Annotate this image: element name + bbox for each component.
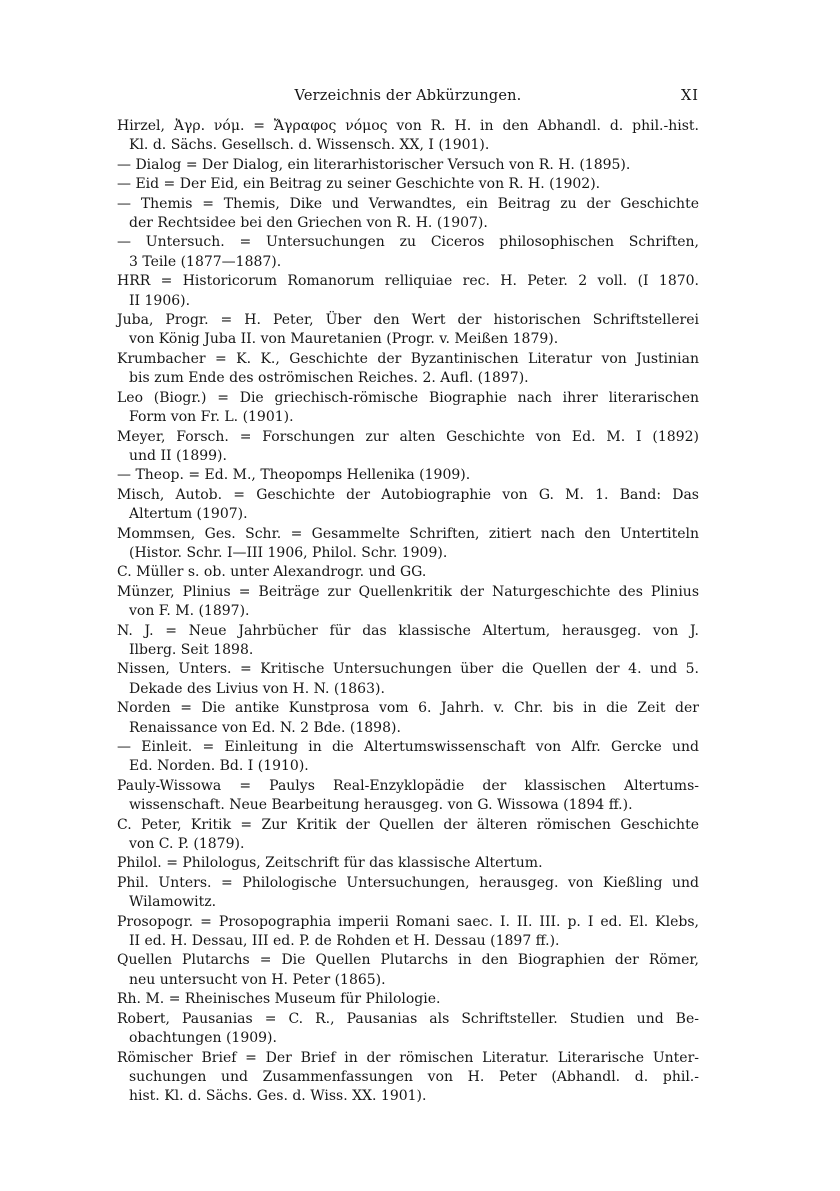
entry-line: Form von Fr. L. (1901). — [129, 409, 294, 426]
entry-line: Rh. M. = Rheinisches Museum für Philologie. — [117, 991, 441, 1008]
entry-line: II 1906). — [129, 292, 191, 309]
entry-line: Ed. Norden. Bd. I (1910). — [129, 758, 309, 775]
abbreviation-entry — [117, 874, 699, 913]
abbreviation-entry — [117, 699, 699, 738]
page-number: XI — [680, 88, 699, 104]
abbreviation-entry — [117, 951, 699, 990]
entry-line: HRR = Historicorum Romanorum relliquiae rec. H. Peter. 2 voll. (I 1870. — [117, 273, 699, 290]
entry-line: und II (1899). — [129, 447, 227, 464]
page-header-title: Verzeichnis der Abkürzungen. — [294, 88, 522, 104]
entry-line: von C. P. (1879). — [129, 836, 245, 853]
abbreviation-entry — [117, 660, 699, 699]
entry-line: Prosopogr. = Prosopographia imperii Romani saec. I. II. III. p. I ed. El. Klebs, — [117, 913, 699, 930]
running-head — [117, 84, 699, 110]
abbreviation-list — [117, 117, 699, 1107]
entry-line: Hirzel, Ἀγρ. νόμ. = Ἄγραφος νόμος von R. H. in den Abhandl. d. phil.-hist. — [117, 118, 699, 134]
entry-line: (Histor. Schr. I—III 1906, Philol. Schr. 1909). — [129, 544, 448, 561]
entry-line: — Untersuch. = Untersuchungen zu Ciceros philosophischen Schriften, — [117, 234, 699, 251]
entry-line: Pauly-Wissowa = Paulys Real-Enzyklopädie der klassischen Altertums- — [117, 777, 699, 794]
abbreviation-entry — [117, 233, 699, 272]
entry-line: — Dialog = Der Dialog, ein literarhistorischer Versuch von R. H. (1895). — [117, 156, 631, 173]
abbreviation-entry — [117, 1010, 699, 1049]
abbreviation-entry — [117, 816, 699, 855]
abbreviation-entry — [117, 854, 699, 873]
entry-line: — Themis = Themis, Dike und Verwandtes, ein Beitrag zu der Geschichte — [117, 195, 699, 212]
entry-line: wissenschaft. Neue Bearbeitung herausgeg. von G. Wissowa (1894 ff.). — [129, 797, 633, 814]
abbreviation-entry — [117, 175, 699, 194]
entry-line: Robert, Pausanias = C. R., Pausanias als Schriftsteller. Studien und Be- — [117, 1010, 699, 1027]
entry-line: — Theop. = Ed. M., Theopomps Hellenika (1909). — [117, 467, 471, 484]
entry-line: Dekade des Livius von H. N. (1863). — [129, 680, 385, 697]
abbreviation-entry — [117, 389, 699, 428]
entry-line: Meyer, Forsch. = Forschungen zur alten Geschichte von Ed. M. I (1892) — [117, 428, 699, 445]
page — [117, 84, 699, 1107]
abbreviation-entry — [117, 428, 699, 467]
entry-line: Kl. d. Sächs. Gesellsch. d. Wissensch. XX, I (1901). — [129, 137, 490, 154]
abbreviation-entry — [117, 583, 699, 622]
entry-line: Juba, Progr. = H. Peter, Über den Wert der historischen Schriftstellerei — [117, 312, 699, 329]
abbreviation-entry — [117, 311, 699, 350]
entry-line: hist. Kl. d. Sächs. Ges. d. Wiss. XX. 1901). — [129, 1088, 427, 1105]
entry-line: — Eid = Der Eid, ein Beitrag zu seiner Geschichte von R. H. (1902). — [117, 176, 601, 193]
abbreviation-entry — [117, 563, 699, 582]
entry-line: Nissen, Unters. = Kritische Untersuchungen über die Quellen der 4. und 5. — [117, 661, 699, 678]
entry-line: Ilberg. Seit 1898. — [129, 641, 254, 658]
abbreviation-entry — [117, 622, 699, 661]
entry-line: Quellen Plutarchs = Die Quellen Plutarchs in den Biographien der Römer, — [117, 952, 699, 969]
entry-line: Phil. Unters. = Philologische Untersuchungen, herausgeg. von Kießling und — [117, 874, 699, 891]
abbreviation-entry — [117, 1049, 699, 1107]
abbreviation-entry — [117, 738, 699, 777]
entry-line: Misch, Autob. = Geschichte der Autobiographie von G. M. 1. Band: Das — [117, 486, 699, 503]
entry-line: von König Juba II. von Mauretanien (Progr. v. Meißen 1879). — [129, 331, 559, 348]
entry-line: Norden = Die antike Kunstprosa vom 6. Jahrh. v. Chr. bis in die Zeit der — [117, 700, 699, 717]
entry-line: obachtungen (1909). — [129, 1030, 277, 1047]
entry-line: Münzer, Plinius = Beiträge zur Quellenkritik der Naturgeschichte des Plinius — [117, 583, 699, 600]
entry-line: C. Müller s. ob. unter Alexandrogr. und GG. — [117, 564, 427, 581]
abbreviation-entry — [117, 156, 699, 175]
entry-line: Renaissance von Ed. N. 2 Bde. (1898). — [129, 719, 401, 736]
abbreviation-entry — [117, 117, 699, 156]
entry-line: suchungen und Zusammenfassungen von H. Peter (Abhandl. d. phil.- — [129, 1068, 699, 1085]
abbreviation-entry — [117, 272, 699, 311]
abbreviation-entry — [117, 777, 699, 816]
entry-line: von F. M. (1897). — [129, 603, 250, 620]
entry-line: bis zum Ende des oströmischen Reiches. 2. Aufl. (1897). — [129, 370, 529, 387]
entry-line: der Rechtsidee bei den Griechen von R. H. (1907). — [129, 215, 488, 232]
abbreviation-entry — [117, 525, 699, 564]
entry-line: Altertum (1907). — [129, 506, 248, 523]
entry-line: Leo (Biogr.) = Die griechisch-römische Biographie nach ihrer literarischen — [117, 389, 699, 406]
entry-line: 3 Teile (1877—1887). — [129, 253, 282, 270]
abbreviation-entry — [117, 486, 699, 525]
entry-line: Krumbacher = K. K., Geschichte der Byzantinischen Literatur von Justinian — [117, 350, 699, 367]
entry-line: Wilamowitz. — [129, 894, 217, 911]
abbreviation-entry — [117, 913, 699, 952]
entry-line: N. J. = Neue Jahrbücher für das klassische Altertum, herausgeg. von J. — [117, 622, 699, 639]
entry-line: Römischer Brief = Der Brief in der römischen Literatur. Literarische Unter- — [117, 1049, 699, 1066]
abbreviation-entry — [117, 466, 699, 485]
abbreviation-entry — [117, 195, 699, 234]
entry-line: II ed. H. Dessau, III ed. P. de Rohden et H. Dessau (1897 ff.). — [129, 933, 560, 950]
entry-line: Philol. = Philologus, Zeitschrift für das klassische Altertum. — [117, 855, 543, 872]
entry-line: neu untersucht von H. Peter (1865). — [129, 971, 386, 988]
abbreviation-entry — [117, 350, 699, 389]
abbreviation-entry — [117, 990, 699, 1009]
entry-line: — Einleit. = Einleitung in die Altertumswissenschaft von Alfr. Gercke und — [117, 739, 699, 755]
entry-line: Mommsen, Ges. Schr. = Gesammelte Schriften, zitiert nach den Untertiteln — [117, 525, 699, 542]
entry-line: C. Peter, Kritik = Zur Kritik der Quellen der älteren römischen Geschichte — [117, 816, 699, 833]
